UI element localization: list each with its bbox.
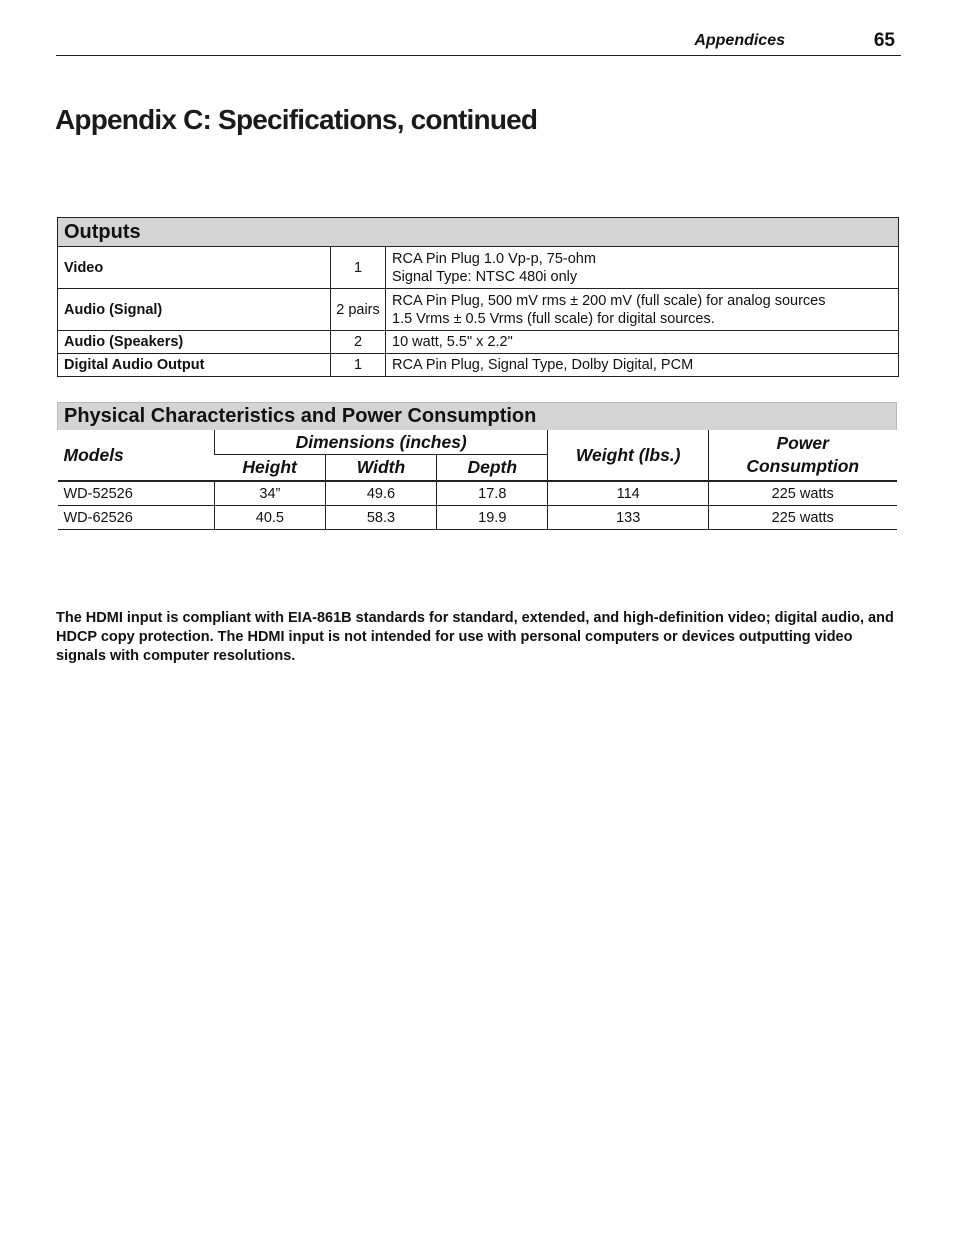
table-row [58, 506, 897, 530]
table-row [58, 481, 897, 506]
weight-cell: 133 [548, 506, 708, 530]
power-cell: 225 watts [708, 506, 896, 530]
column-header-row [58, 430, 897, 455]
column-header-weight: Weight (lbs.) [548, 430, 708, 481]
output-description [386, 331, 899, 354]
output-quantity: 2 [331, 331, 386, 354]
column-header-width: Width [325, 455, 436, 482]
table-row [58, 247, 899, 289]
outputs-table [57, 217, 899, 377]
header-section-label: Appendices [694, 32, 785, 49]
model-cell: WD-52526 [58, 481, 215, 506]
table-row [58, 354, 899, 377]
description-line: RCA Pin Plug 1.0 Vp-p, 75-ohm [392, 250, 596, 267]
height-cell: 40.5 [214, 506, 325, 530]
depth-cell: 19.9 [437, 506, 548, 530]
column-header-depth: Depth [437, 455, 548, 482]
outputs-heading-row [58, 218, 899, 247]
hdmi-compliance-note: The HDMI input is compliant with EIA-861B standards for standard, extended, and high-definition video; digital audio, and HDCP copy protection. The HDMI input is not intended for use with personal computers or devices outputting video signals with computer resolutions. [56, 610, 894, 664]
output-label: Audio (Speakers) [58, 331, 331, 354]
output-description [386, 354, 899, 377]
physical-heading: Physical Characteristics and Power Consumption [58, 403, 897, 431]
column-header-dimensions: Dimensions (inches) [214, 430, 547, 455]
power-cell: 225 watts [708, 481, 896, 506]
output-quantity: 2 pairs [331, 289, 386, 331]
weight-cell: 114 [548, 481, 708, 506]
description-line: RCA Pin Plug, 500 mV rms ± 200 mV (full scale) for analog sources [392, 292, 826, 309]
page-number: 65 [873, 30, 895, 51]
output-label: Digital Audio Output [58, 354, 331, 377]
page-title: Appendix C: Specifications, continued [55, 104, 538, 135]
outputs-heading: Outputs [58, 218, 899, 247]
column-header-height: Height [214, 455, 325, 482]
output-label: Audio (Signal) [58, 289, 331, 331]
width-cell: 49.6 [325, 481, 436, 506]
height-cell: 34” [214, 481, 325, 506]
output-quantity: 1 [331, 354, 386, 377]
description-line: 10 watt, 5.5" x 2.2" [392, 334, 513, 350]
power-header-line: Consumption [746, 456, 860, 476]
output-description [386, 247, 899, 289]
output-quantity: 1 [331, 247, 386, 289]
column-header-models: Models [58, 430, 215, 481]
column-header-power [708, 430, 896, 481]
output-description [386, 289, 899, 331]
description-line: Signal Type: NTSC 480i only [392, 268, 578, 285]
depth-cell: 17.8 [437, 481, 548, 506]
description-line: RCA Pin Plug, Signal Type, Dolby Digital, PCM [392, 357, 694, 373]
width-cell: 58.3 [325, 506, 436, 530]
output-label: Video [58, 247, 331, 289]
table-row [58, 289, 899, 331]
power-header-line: Power [776, 433, 829, 453]
physical-characteristics-table [57, 402, 897, 530]
description-line: 1.5 Vrms ± 0.5 Vrms (full scale) for digital sources. [392, 310, 715, 327]
physical-heading-row [58, 403, 897, 431]
page-header [56, 30, 901, 56]
table-row [58, 331, 899, 354]
model-cell: WD-62526 [58, 506, 215, 530]
